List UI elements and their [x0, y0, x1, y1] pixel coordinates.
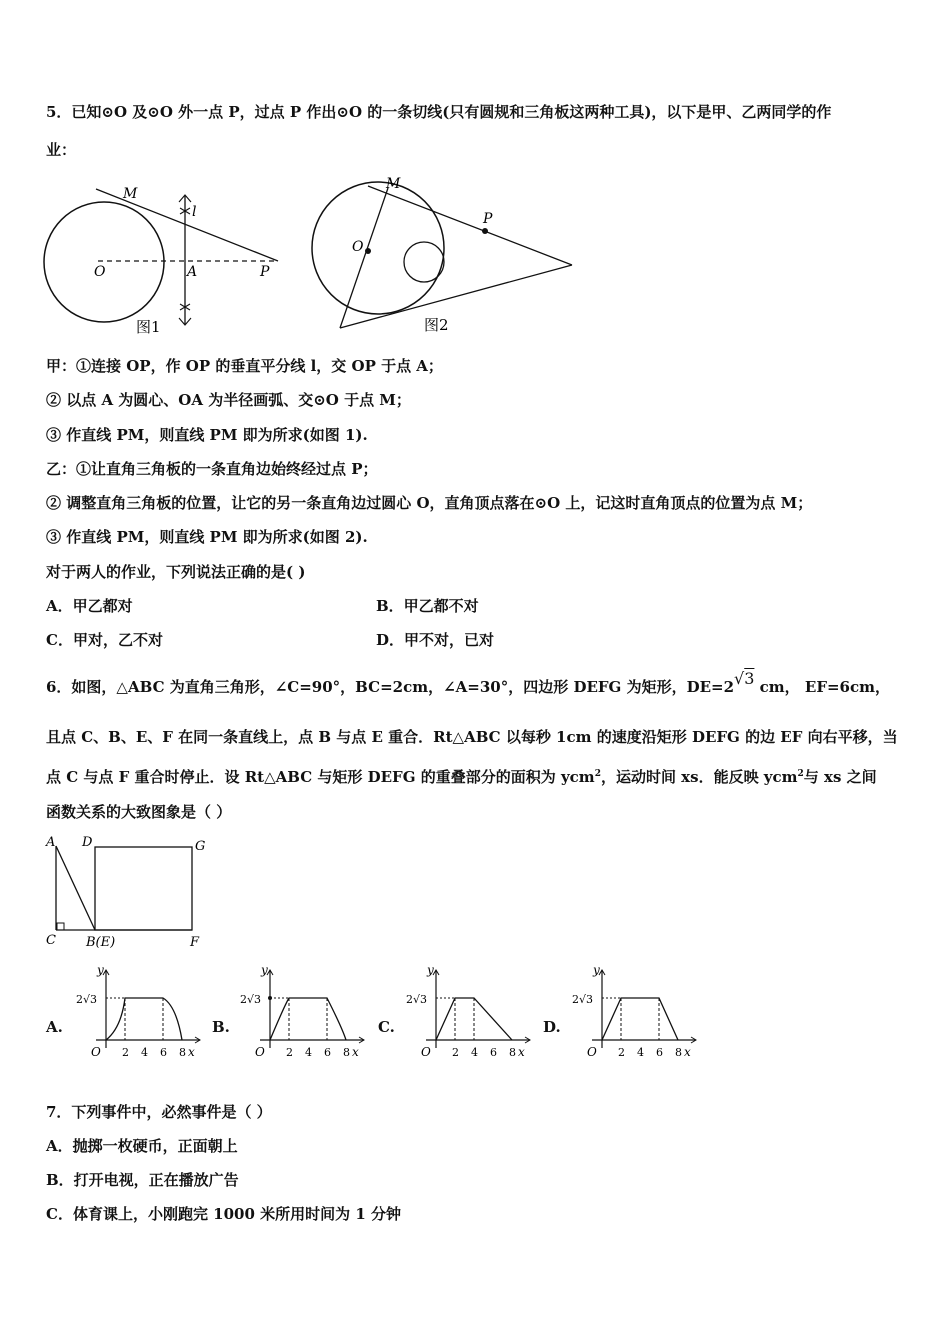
origin-label: O — [587, 1045, 597, 1059]
q6-stem-line3 — [46, 764, 877, 787]
q6-option-a-label: A. — [46, 1018, 63, 1036]
q5-step-1: 甲：①连接 OP，作 OP 的垂直平分线 l，交 OP 于点 A； — [46, 357, 443, 375]
y-axis-label: y — [593, 963, 600, 977]
main-label-D: D — [82, 835, 93, 850]
x-tick-label: 4 — [305, 1046, 312, 1059]
q6-main-figure — [40, 832, 220, 956]
q7-option-b: B．打开电视，正在播放广告 — [46, 1171, 239, 1189]
x-axis-label: x — [684, 1045, 691, 1059]
x-tick-label: 2 — [452, 1046, 459, 1059]
x-tick-label: 4 — [637, 1046, 644, 1059]
main-label-G: G — [195, 839, 206, 854]
function-curve — [106, 998, 182, 1040]
y-tick-label: 2√3 — [76, 993, 98, 1006]
x-tick-label: 6 — [160, 1046, 167, 1059]
origin-label: O — [421, 1045, 431, 1059]
y-intercept-dot — [268, 996, 272, 1000]
main-label-BE: B(E) — [86, 935, 116, 950]
sqrt-symbol: √3 — [734, 669, 755, 688]
x-tick-label: 6 — [324, 1046, 331, 1059]
x-tick-label: 8 — [509, 1046, 516, 1059]
function-curve — [270, 998, 346, 1040]
x-tick-label: 4 — [471, 1046, 478, 1059]
q5-figure-2 — [300, 176, 590, 338]
fig1-label-A: A — [187, 264, 198, 280]
main-label-F: F — [190, 935, 200, 950]
q6-line1-unit: cm， EF=6cm， — [759, 678, 890, 696]
q5-option-b: B．甲乙都不对 — [376, 597, 479, 615]
q6-graph-b — [238, 960, 370, 1072]
fig1-label-l: l — [192, 204, 197, 220]
function-curve — [602, 998, 678, 1040]
y-tick-label: 2√3 — [406, 993, 428, 1006]
q7-option-c: C．体育课上，小刚跑完 1000 米所用时间为 1 分钟 — [46, 1205, 402, 1223]
q6-stem-line4: 函数关系的大致图象是（ ） — [46, 803, 232, 821]
x-tick-label: 4 — [141, 1046, 148, 1059]
x-tick-label: 6 — [656, 1046, 663, 1059]
q6-line1-text: 6．如图，△ABC 为直角三角形，∠C=90°，BC=2cm，∠A=30°，四边形 DEFG 为矩形，DE=2 — [46, 678, 735, 696]
x-tick-label: 6 — [490, 1046, 497, 1059]
q5-stem-line2: 业： — [46, 141, 77, 159]
y-axis-label: y — [427, 963, 434, 977]
x-axis-label: x — [188, 1045, 195, 1059]
q6-line3-a: 点 C 与点 F 重合时停止．设 Rt△ABC 与矩形 DEFG 的重叠部分的面积为 ycm — [46, 768, 595, 786]
y-axis-label: y — [97, 963, 104, 977]
q5-question: 对于两人的作业，下列说法正确的是( ) — [46, 563, 306, 581]
q7-stem: 7．下列事件中，必然事件是（ ） — [46, 1103, 272, 1121]
q6-option-c-label: C. — [378, 1018, 395, 1036]
q6-graph-a — [74, 960, 206, 1072]
q6-stem-line2: 且点 C、B、E、F 在同一条直线上，点 B 与点 E 重合．Rt△ABC 以每秒 1cm 的速度沿矩形 DEFG 的边 EF 向右平移，当 — [46, 728, 898, 746]
q6-line3-b: ，运动时间 xs．能反映 ycm — [600, 768, 798, 786]
main-label-A: A — [46, 835, 56, 850]
main-label-C: C — [46, 933, 56, 948]
x-tick-label: 2 — [286, 1046, 293, 1059]
y-tick-label: 2√3 — [572, 993, 594, 1006]
x-axis-label: x — [518, 1045, 525, 1059]
q5-step-2: ② 以点 A 为圆心、OA 为半径画弧、交⊙O 于点 M； — [46, 391, 411, 409]
origin-label: O — [91, 1045, 101, 1059]
q5-step-3: ③ 作直线 PM，则直线 PM 即为所求(如图 1). — [46, 426, 368, 444]
x-tick-label: 2 — [122, 1046, 129, 1059]
x-tick-label: 8 — [179, 1046, 186, 1059]
q6-option-d-label: D. — [543, 1018, 561, 1036]
origin-label: O — [255, 1045, 265, 1059]
fig2-caption: 图2 — [424, 316, 449, 334]
sup-2: 2 — [594, 769, 601, 779]
x-tick-label: 2 — [618, 1046, 625, 1059]
x-tick-label: 8 — [343, 1046, 350, 1059]
fig1-label-O: O — [94, 264, 106, 280]
fig1-caption: 图1 — [136, 318, 161, 336]
y-tick-label: 2√3 — [240, 993, 262, 1006]
q6-graph-d — [570, 960, 702, 1072]
x-tick-label: 8 — [675, 1046, 682, 1059]
fig2-label-P: P — [483, 211, 493, 227]
q6-line3-c: 与 xs 之间 — [803, 768, 877, 786]
q5-figure-1 — [40, 180, 290, 338]
q6-option-b-label: B. — [212, 1018, 230, 1036]
q7-option-a: A．抛掷一枚硬币，正面朝上 — [46, 1137, 238, 1155]
q6-stem-line1 — [46, 669, 890, 697]
q5-option-d: D．甲不对，已对 — [376, 631, 495, 649]
q5-option-a: A．甲乙都对 — [46, 597, 133, 615]
sqrt-value: 3 — [744, 669, 755, 688]
fig1-label-M: M — [123, 186, 138, 202]
q6-graph-c — [404, 960, 536, 1072]
q5-step-5: ② 调整直角三角板的位置，让它的另一条直角边过圆心 O，直角顶点落在⊙O 上，记这时直角顶点的位置为点 M； — [46, 494, 813, 512]
q5-step-6: ③ 作直线 PM，则直线 PM 即为所求(如图 2). — [46, 528, 368, 546]
sup-2: 2 — [797, 769, 804, 779]
x-axis-label: x — [352, 1045, 359, 1059]
q5-stem-line1: 5．已知⊙O 及⊙O 外一点 P，过点 P 作出⊙O 的一条切线(只有圆规和三角板这两种工具)，以下是甲、乙两同学的作 — [46, 103, 832, 121]
q5-step-4: 乙：①让直角三角板的一条直角边始终经过点 P； — [46, 460, 378, 478]
q5-option-c: C．甲对，乙不对 — [46, 631, 163, 649]
y-axis-label: y — [261, 963, 268, 977]
fig2-label-M: M — [386, 176, 401, 192]
fig1-label-P: P — [260, 264, 270, 280]
fig2-label-O: O — [352, 239, 364, 255]
